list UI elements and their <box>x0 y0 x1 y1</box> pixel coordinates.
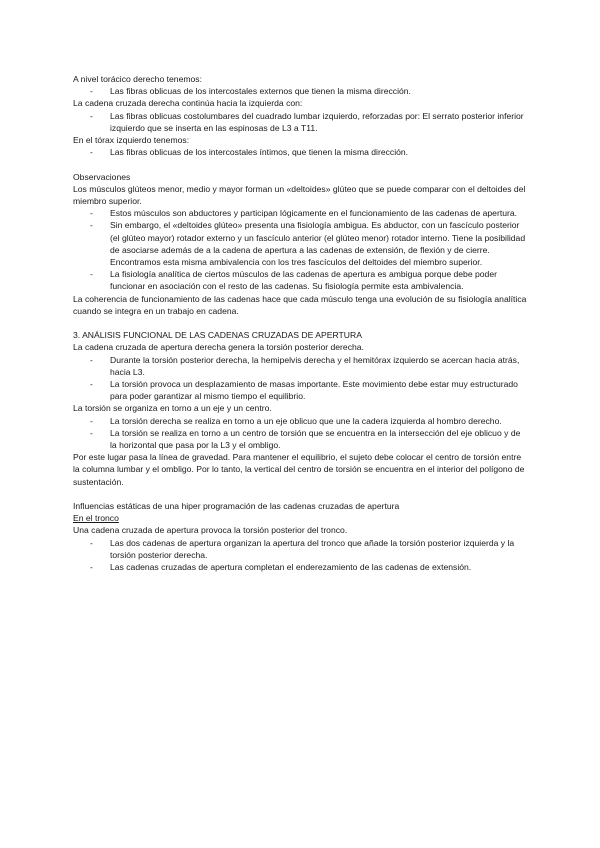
paragraph: Los músculos glúteos menor, medio y mayor forman un «deltoides» glúteo que se puede comparar con el deltoides del miembro superior. <box>73 183 526 207</box>
paragraph: En el tórax izquierdo tenemos: <box>73 135 190 146</box>
bullet-list <box>73 146 528 158</box>
list-item: - Durante la torsión posterior derecha, la hemipelvis derecha y el hemitórax izquierdo se acercan hacia atrás, hacia L3. <box>73 354 528 378</box>
bullet-list <box>73 85 528 97</box>
bullet-list <box>73 207 528 292</box>
paragraph: La cadena cruzada derecha continúa hacia la izquierda con: <box>73 98 303 109</box>
paragraph: La coherencia de funcionamiento de las cadenas hace que cada músculo tenga una evolución de su fisiología analítica cuando se integra en un trabajo en cadena. <box>73 293 527 316</box>
list-item: - Sin embargo, el «deltoides glúteo» presenta una fisiología ambigua. Es abductor, con un fascículo posterior (el glúteo mayor) rotador externo y un fascículo anterior (el glúteo menor) rotador interno. Tiene la posibilidad de asociarse además de a la cadena de apertura a las cadenas de extensión, de flexión y de cierre. Encontramos esta misma ambivalencia con los tres fascículos del deltoides del miembro superior. <box>73 219 528 268</box>
bullet-list <box>73 354 528 403</box>
list-item: - Estos músculos son abductores y participan lógicamente en el funcionamiento de las cadenas de apertura. <box>73 207 528 219</box>
paragraph: La torsión se organiza en torno a un eje y un centro. <box>73 403 272 414</box>
list-item: - Las fibras oblicuas de los intercostales íntimos, que tienen la misma dirección. <box>73 146 528 158</box>
bullet-list <box>73 415 528 452</box>
paragraph: Una cadena cruzada de apertura provoca la torsión posterior del tronco. <box>73 525 348 536</box>
list-item: - La torsión provoca un desplazamiento de masas importante. Este movimiento debe estar muy estructurado para poder garantizar al mismo tiempo el equilibrio. <box>73 378 528 402</box>
bullet-list <box>73 537 528 574</box>
bullet-list <box>73 110 528 134</box>
paragraph: A nivel torácico derecho tenemos: <box>73 74 202 84</box>
paragraph: La cadena cruzada de apertura derecha genera la torsión posterior derecha. <box>73 342 364 353</box>
spacer <box>73 158 528 170</box>
section-heading: Influencias estáticas de una hiper programación de las cadenas cruzadas de apertura <box>73 501 400 512</box>
subheading: En el tronco <box>73 513 119 524</box>
list-item: - Las dos cadenas de apertura organizan la apertura del tronco que añade la torsión posterior izquierda y la torsión posterior derecha. <box>73 537 528 561</box>
spacer <box>73 488 528 500</box>
spacer <box>73 317 528 329</box>
list-item: - Las cadenas cruzadas de apertura completan el enderezamiento de las cadenas de extensión. <box>73 561 528 573</box>
list-item: - La torsión se realiza en torno a un centro de torsión que se encuentra en la intersección del eje oblicuo y de la horizontal que pasa por la L3 y el ombligo. <box>73 427 528 451</box>
list-item: - La fisiología analítica de ciertos músculos de las cadenas de apertura es ambigua porque debe poder funcionar en asociación con el resto de las cadenas. Su fisiología permite esta ambivalencia. <box>73 268 528 292</box>
paragraph: Por este lugar pasa la línea de gravedad. Para mantener el equilibrio, el sujeto debe colocar el centro de torsión entre la columna lumbar y el ombligo. Por lo tanto, la vertical del centro de torsión se encuentra en el interior del polígono de sustentación. <box>73 452 525 487</box>
list-item: - Las fibras oblicuas de los intercostales externos que tienen la misma dirección. <box>73 85 528 97</box>
document-page <box>73 73 528 573</box>
list-item: - Las fibras oblicuas costolumbares del cuadrado lumbar izquierdo, reforzadas por: El serrato posterior inferior izquierdo que se inserta en las espinosas de L3 a T11. <box>73 110 528 134</box>
section-heading: 3. ANÁLISIS FUNCIONAL DE LAS CADENAS CRUZADAS DE APERTURA <box>73 330 362 341</box>
section-heading: Observaciones <box>73 171 131 182</box>
list-item: - La torsión derecha se realiza en torno a un eje oblicuo que une la cadera izquierda al hombro derecho. <box>73 415 528 427</box>
